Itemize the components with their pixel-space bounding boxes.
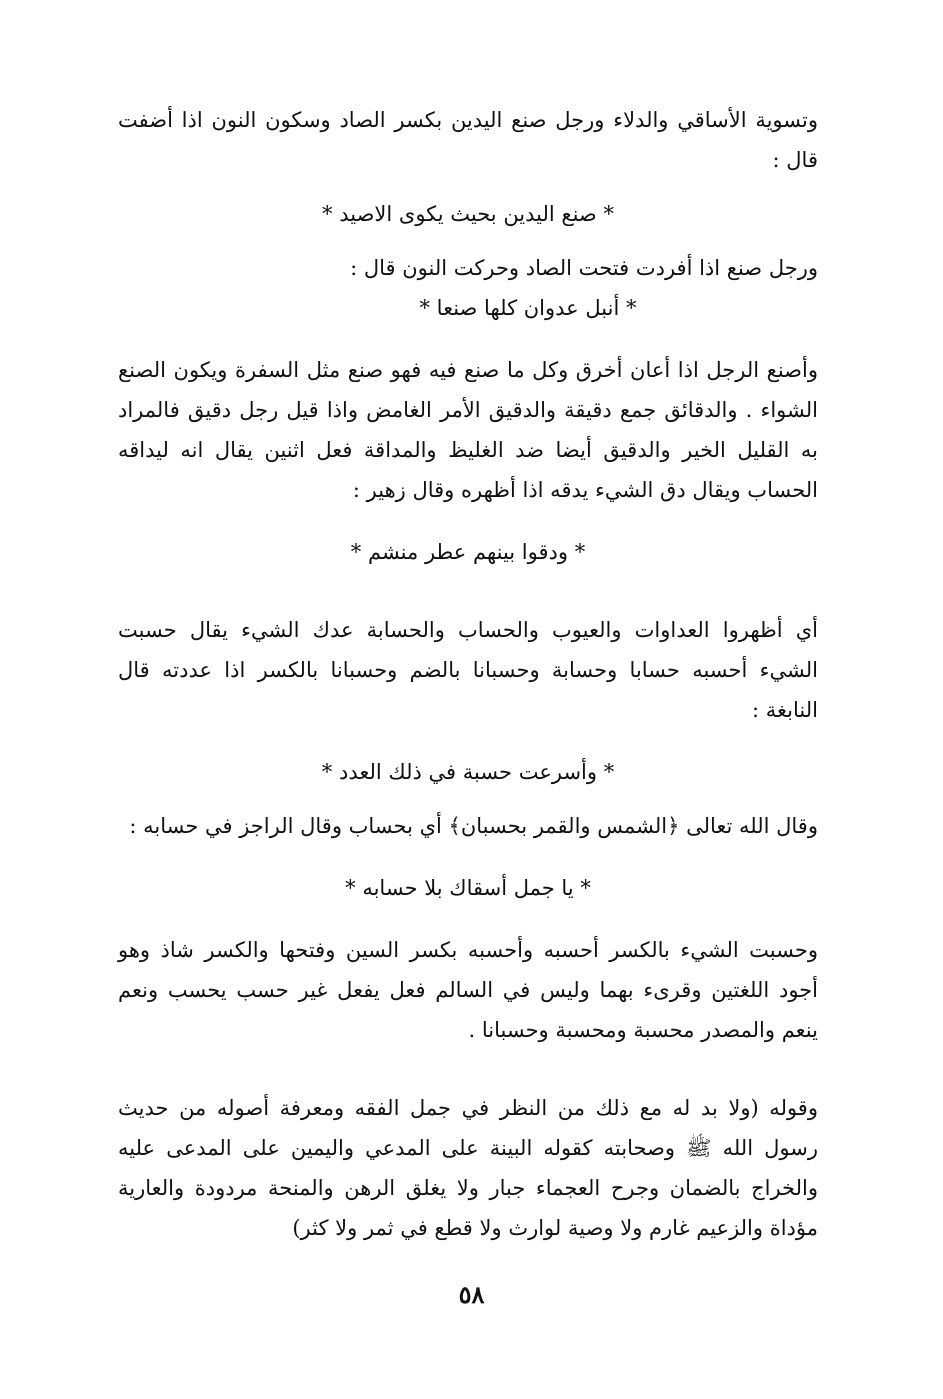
verse-5: * يا جمل أسقاك بلا حسابه * (345, 876, 591, 900)
paragraph-5: وقال الله تعالى ﴿الشمس والقمر بحسبان﴾ أي بحساب وقال الراجز في حسابه : (129, 814, 818, 838)
page-number: ٥٨ (458, 1280, 485, 1309)
paragraph-4: أي أظهروا العداوات والعيوب والحساب والحسابة عدك الشيء يقال حسبت الشيء أحسبه حسابا وحسابة وحسبانا بالضم وحسبانا بالكسر اذا عددته قال النابغة : (118, 618, 818, 722)
paragraph-2: ورجل صنع اذا أفردت فتحت الصاد وحركت النون قال : (350, 256, 818, 280)
page-body (118, 100, 818, 1248)
verse-1: * صنع اليدين بحيث يكوى الاصيد * (322, 202, 614, 226)
verse-4: * وأسرعت حسبة في ذلك العدد * (321, 760, 615, 784)
verse-3: * ودقوا بينهم عطر منشم * (350, 540, 586, 564)
paragraph-6: وحسبت الشيء بالكسر أحسبه وأحسبه بكسر السين وفتحها والكسر شاذ وهو أجود اللغتين وقرىء بهما وليس في السالم فعل يفعل غير حسب يحسب ونعم ينعم والمصدر محسبة ومحسبة وحسبانا . (118, 938, 818, 1042)
paragraph-7: وقوله (ولا بد له مع ذلك من النظر في جمل الفقه ومعرفة أصوله من حديث رسول الله ﷺ وصحابته كقوله البينة على المدعي واليمين على المدعى عليه والخراج بالضمان وجرح العجماء جبار ولا يغلق الرهن والمنحة مردودة والعارية مؤداة والزعيم غارم ولا وصية لوارث ولا قطع في ثمر ولا كثر) (118, 1096, 818, 1240)
verse-2: * أنبل عدوان كلها صنعا * (419, 296, 637, 320)
paragraph-3: وأصنع الرجل اذا أعان أخرق وكل ما صنع فيه فهو صنع مثل السفرة ويكون الصنع الشواء . والدقائق جمع دقيقة والدقيق الأمر الغامض واذا قيل رجل دقيق فالمراد به القليل الخير والدقيق أيضا ضد الغليظ والمداقة فعل اثنين يقال انه ليداقه الحساب ويقال دق الشيء يدقه اذا أظهره وقال زهير : (118, 358, 818, 502)
paragraph-1: وتسوية الأساقي والدلاء ورجل صنع اليدين بكسر الصاد وسكون النون اذا أضفت قال : (118, 108, 818, 172)
